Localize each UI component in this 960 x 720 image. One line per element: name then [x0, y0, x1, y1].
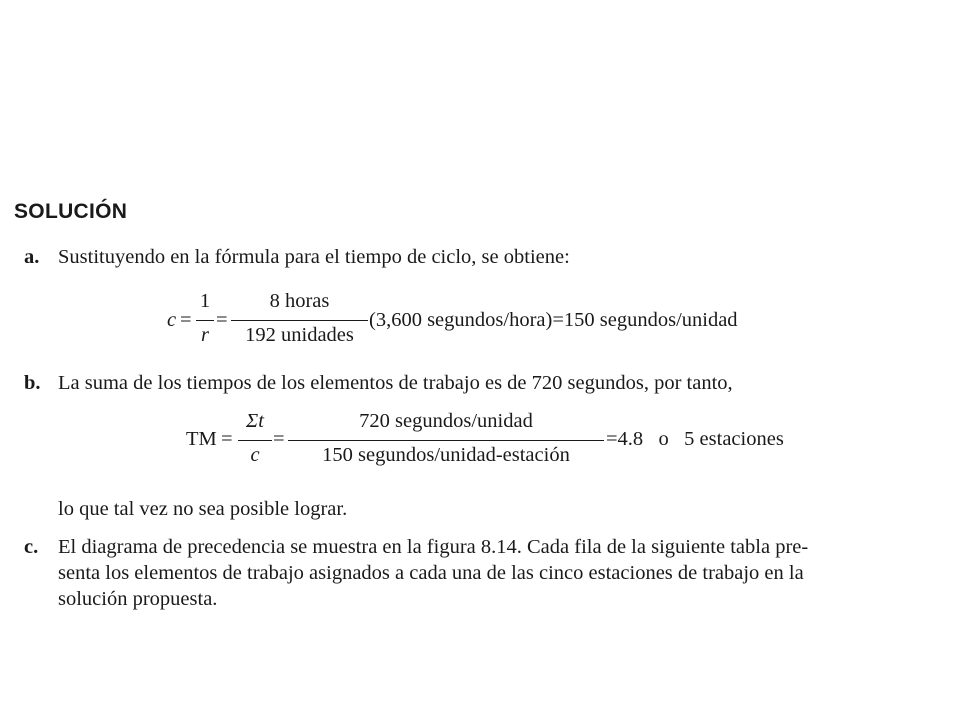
item-c-line-3: solución propuesta.: [58, 588, 218, 610]
fraction-denominator: 150 segundos/unidad-estación: [322, 444, 570, 466]
fraction-seconds-ratio: [288, 410, 604, 470]
item-c-line-1: El diagrama de precedencia se muestra en la figura 8.14. Cada fila de la siguiente tabla pre-: [58, 536, 809, 558]
equation-a-equals-2: =: [216, 309, 228, 331]
equation-b-tail: =4.8 o 5 estaciones: [606, 428, 784, 450]
fraction-denominator: r: [201, 324, 209, 346]
item-b-text: La suma de los tiempos de los elementos de trabajo es de 720 segundos, por tanto,: [58, 372, 733, 394]
fraction-numerator: 1: [199, 290, 211, 312]
equation-a-equals-1: =: [180, 309, 192, 331]
equation-b-equals-1: =: [221, 428, 233, 450]
item-letter-a: a.: [24, 246, 40, 268]
equation-b-lhs: TM: [186, 428, 217, 450]
fraction-denominator: c: [250, 444, 260, 466]
item-letter-b: b.: [24, 372, 41, 394]
fraction-numerator: 8 horas: [269, 290, 330, 312]
fraction-sum-t-over-c: [238, 410, 272, 470]
fraction-denominator: 192 unidades: [245, 324, 354, 346]
item-a-text: Sustituyendo en la fórmula para el tiempo de ciclo, se obtiene:: [58, 246, 570, 268]
fraction-one-over-r: [196, 290, 214, 350]
section-heading: SOLUCIÓN: [14, 200, 128, 223]
equation-b-equals-2: =: [273, 428, 285, 450]
fraction-numerator: Σt: [246, 410, 264, 432]
fraction-hours-over-units: [231, 290, 368, 350]
fraction-bar: [231, 320, 368, 321]
equation-a-tail: (3,600 segundos/hora)=150 segundos/unidad: [369, 309, 738, 331]
fraction-bar: [238, 440, 272, 441]
fraction-numerator: 720 segundos/unidad: [359, 410, 533, 432]
fraction-bar: [288, 440, 604, 441]
item-letter-c: c.: [24, 536, 39, 558]
item-b-conclusion: lo que tal vez no sea posible lograr.: [58, 498, 348, 520]
fraction-bar: [196, 320, 214, 321]
equation-a-lhs: c: [167, 309, 177, 331]
item-c-line-2: senta los elementos de trabajo asignados a cada una de las cinco estaciones de trabajo en la: [58, 562, 804, 584]
